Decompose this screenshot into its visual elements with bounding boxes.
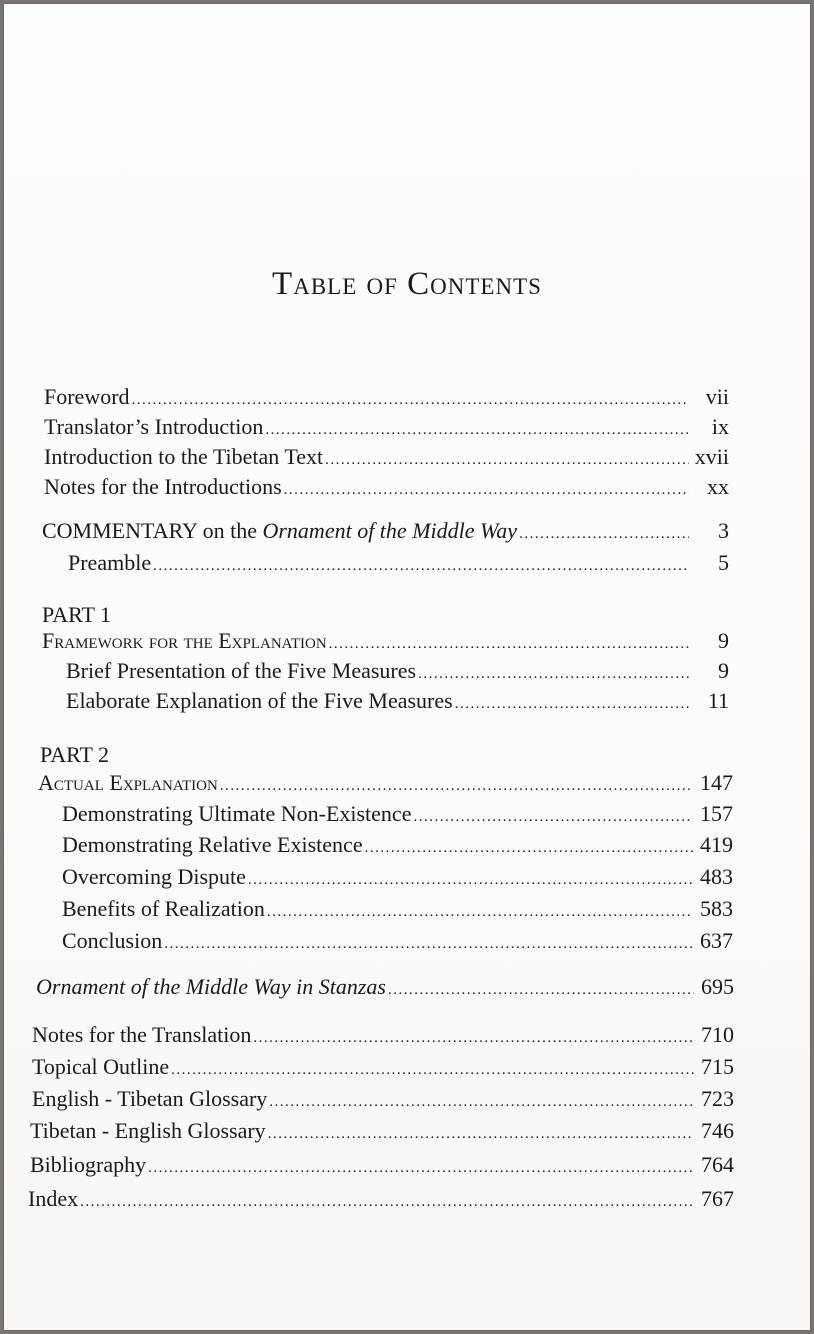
toc-page-number: 767: [701, 1186, 734, 1211]
dot-leader: [220, 771, 693, 801]
toc-entry-label: Overcoming Dispute: [62, 864, 246, 889]
toc-entry-label: Notes for the Introductions: [44, 474, 282, 499]
commentary-title: Ornament of the Middle Way: [262, 518, 518, 543]
part1-heading: PART 1: [42, 602, 111, 627]
toc-entry-label: [42, 516, 517, 546]
dot-leader: [132, 385, 689, 415]
toc-entry-label: Brief Presentation of the Five Measures: [66, 658, 417, 683]
toc-page-number: 483: [700, 864, 733, 889]
toc-entry-notes-introductions[interactable]: [44, 472, 729, 502]
toc-entry-label: Elaborate Explanation of the Five Measures: [66, 688, 453, 713]
toc-entry-stanzas[interactable]: [36, 972, 734, 1002]
page-title: Table of Contents: [272, 266, 542, 302]
toc-entry-label: Foreword: [44, 384, 130, 409]
toc-entry-introduction-tibetan-text[interactable]: [44, 442, 729, 472]
toc-entry-overcoming-dispute[interactable]: [62, 862, 733, 892]
toc-entry-label: Benefits of Realization: [62, 896, 265, 921]
toc-page-number: xvii: [694, 444, 729, 469]
toc-entry-notes-translation[interactable]: [32, 1020, 734, 1050]
toc-entry-label: Notes for the Translation: [32, 1022, 252, 1047]
toc-entry-label: Actual Explanation: [38, 770, 218, 795]
toc-entry-label: Ornament of the Middle Way in Stanzas: [36, 974, 386, 999]
dot-leader: [267, 897, 693, 927]
toc-entry-label: Preamble: [68, 550, 152, 575]
dot-leader: [148, 1153, 694, 1183]
toc-page-number: 3: [718, 518, 729, 543]
dot-leader: [413, 802, 693, 832]
toc-entry-label: Conclusion: [62, 928, 163, 953]
toc-page-number: 157: [700, 801, 733, 826]
dot-leader: [153, 551, 689, 581]
toc-page-number: 419: [700, 832, 733, 857]
toc-entry-foreword[interactable]: [44, 382, 729, 412]
toc-entry-label: Framework for the Explanation: [42, 628, 327, 653]
toc-entry-conclusion[interactable]: [62, 926, 733, 956]
toc-page-number: 710: [701, 1022, 734, 1047]
toc-entry-actual-explanation[interactable]: [38, 768, 733, 798]
toc-entry-label: Demonstrating Relative Existence: [62, 832, 363, 857]
toc-page-number: 764: [701, 1152, 734, 1177]
toc-entry-label: Tibetan - English Glossary: [30, 1118, 266, 1143]
book-page: [4, 4, 810, 1330]
toc-entry-commentary[interactable]: [42, 516, 729, 546]
toc-entry-label: Bibliography: [30, 1152, 147, 1177]
dot-leader: [418, 659, 689, 689]
toc-entry-label: Translator’s Introduction: [44, 414, 264, 439]
dot-leader: [329, 629, 689, 659]
dot-leader: [80, 1187, 694, 1217]
dot-leader: [171, 1055, 694, 1085]
dot-leader: [519, 519, 689, 549]
dot-leader: [388, 975, 694, 1005]
dot-leader: [365, 833, 693, 863]
toc-entry-bibliography[interactable]: [30, 1150, 734, 1180]
toc-entry-label: Index: [28, 1186, 79, 1211]
toc-page-number: 9: [718, 658, 729, 683]
toc-page-number: vii: [705, 384, 729, 409]
dot-leader: [455, 689, 689, 719]
toc-page-number: 695: [701, 974, 734, 999]
toc-entry-framework[interactable]: [42, 626, 729, 656]
commentary-prefix: COMMENTARY on the: [42, 518, 263, 543]
toc-entry-english-tibetan-glossary[interactable]: [32, 1084, 734, 1114]
toc-entry-index[interactable]: [28, 1184, 734, 1214]
dot-leader: [268, 1119, 694, 1149]
dot-leader: [284, 475, 689, 505]
toc-page-number: ix: [711, 414, 729, 439]
toc-entry-translators-introduction[interactable]: [44, 412, 729, 442]
toc-entry-label: Demonstrating Ultimate Non-Existence: [62, 801, 412, 826]
toc-page-number: 583: [700, 896, 733, 921]
toc-page-number: 746: [701, 1118, 734, 1143]
dot-leader: [265, 415, 689, 445]
toc-page-number: 637: [700, 928, 733, 953]
toc-entry-tibetan-english-glossary[interactable]: [30, 1116, 734, 1146]
toc-page-number: 715: [701, 1054, 734, 1079]
toc-page-number: 5: [718, 550, 729, 575]
toc-entry-elaborate-explanation[interactable]: [66, 686, 729, 716]
toc-entry-benefits-realization[interactable]: [62, 894, 733, 924]
toc-entry-preamble[interactable]: [68, 548, 729, 578]
part2-heading: PART 2: [40, 742, 109, 767]
dot-leader: [325, 445, 689, 475]
dot-leader: [269, 1087, 694, 1117]
toc-page-number: 723: [701, 1086, 734, 1111]
toc-entry-ultimate-non-existence[interactable]: [62, 799, 733, 829]
toc-page-number: 11: [707, 688, 729, 713]
toc-entry-label: English - Tibetan Glossary: [32, 1086, 268, 1111]
toc-page-number: xx: [707, 474, 729, 499]
toc-page-number: 9: [718, 628, 729, 653]
toc-entry-label: Introduction to the Tibetan Text: [44, 444, 324, 469]
toc-entry-brief-presentation[interactable]: [66, 656, 729, 686]
dot-leader: [164, 929, 693, 959]
dot-leader: [248, 865, 693, 895]
toc-entry-label: Topical Outline: [32, 1054, 170, 1079]
toc-entry-relative-existence[interactable]: [62, 830, 733, 860]
dot-leader: [253, 1023, 694, 1053]
toc-page-number: 147: [700, 770, 733, 795]
toc-entry-topical-outline[interactable]: [32, 1052, 734, 1082]
